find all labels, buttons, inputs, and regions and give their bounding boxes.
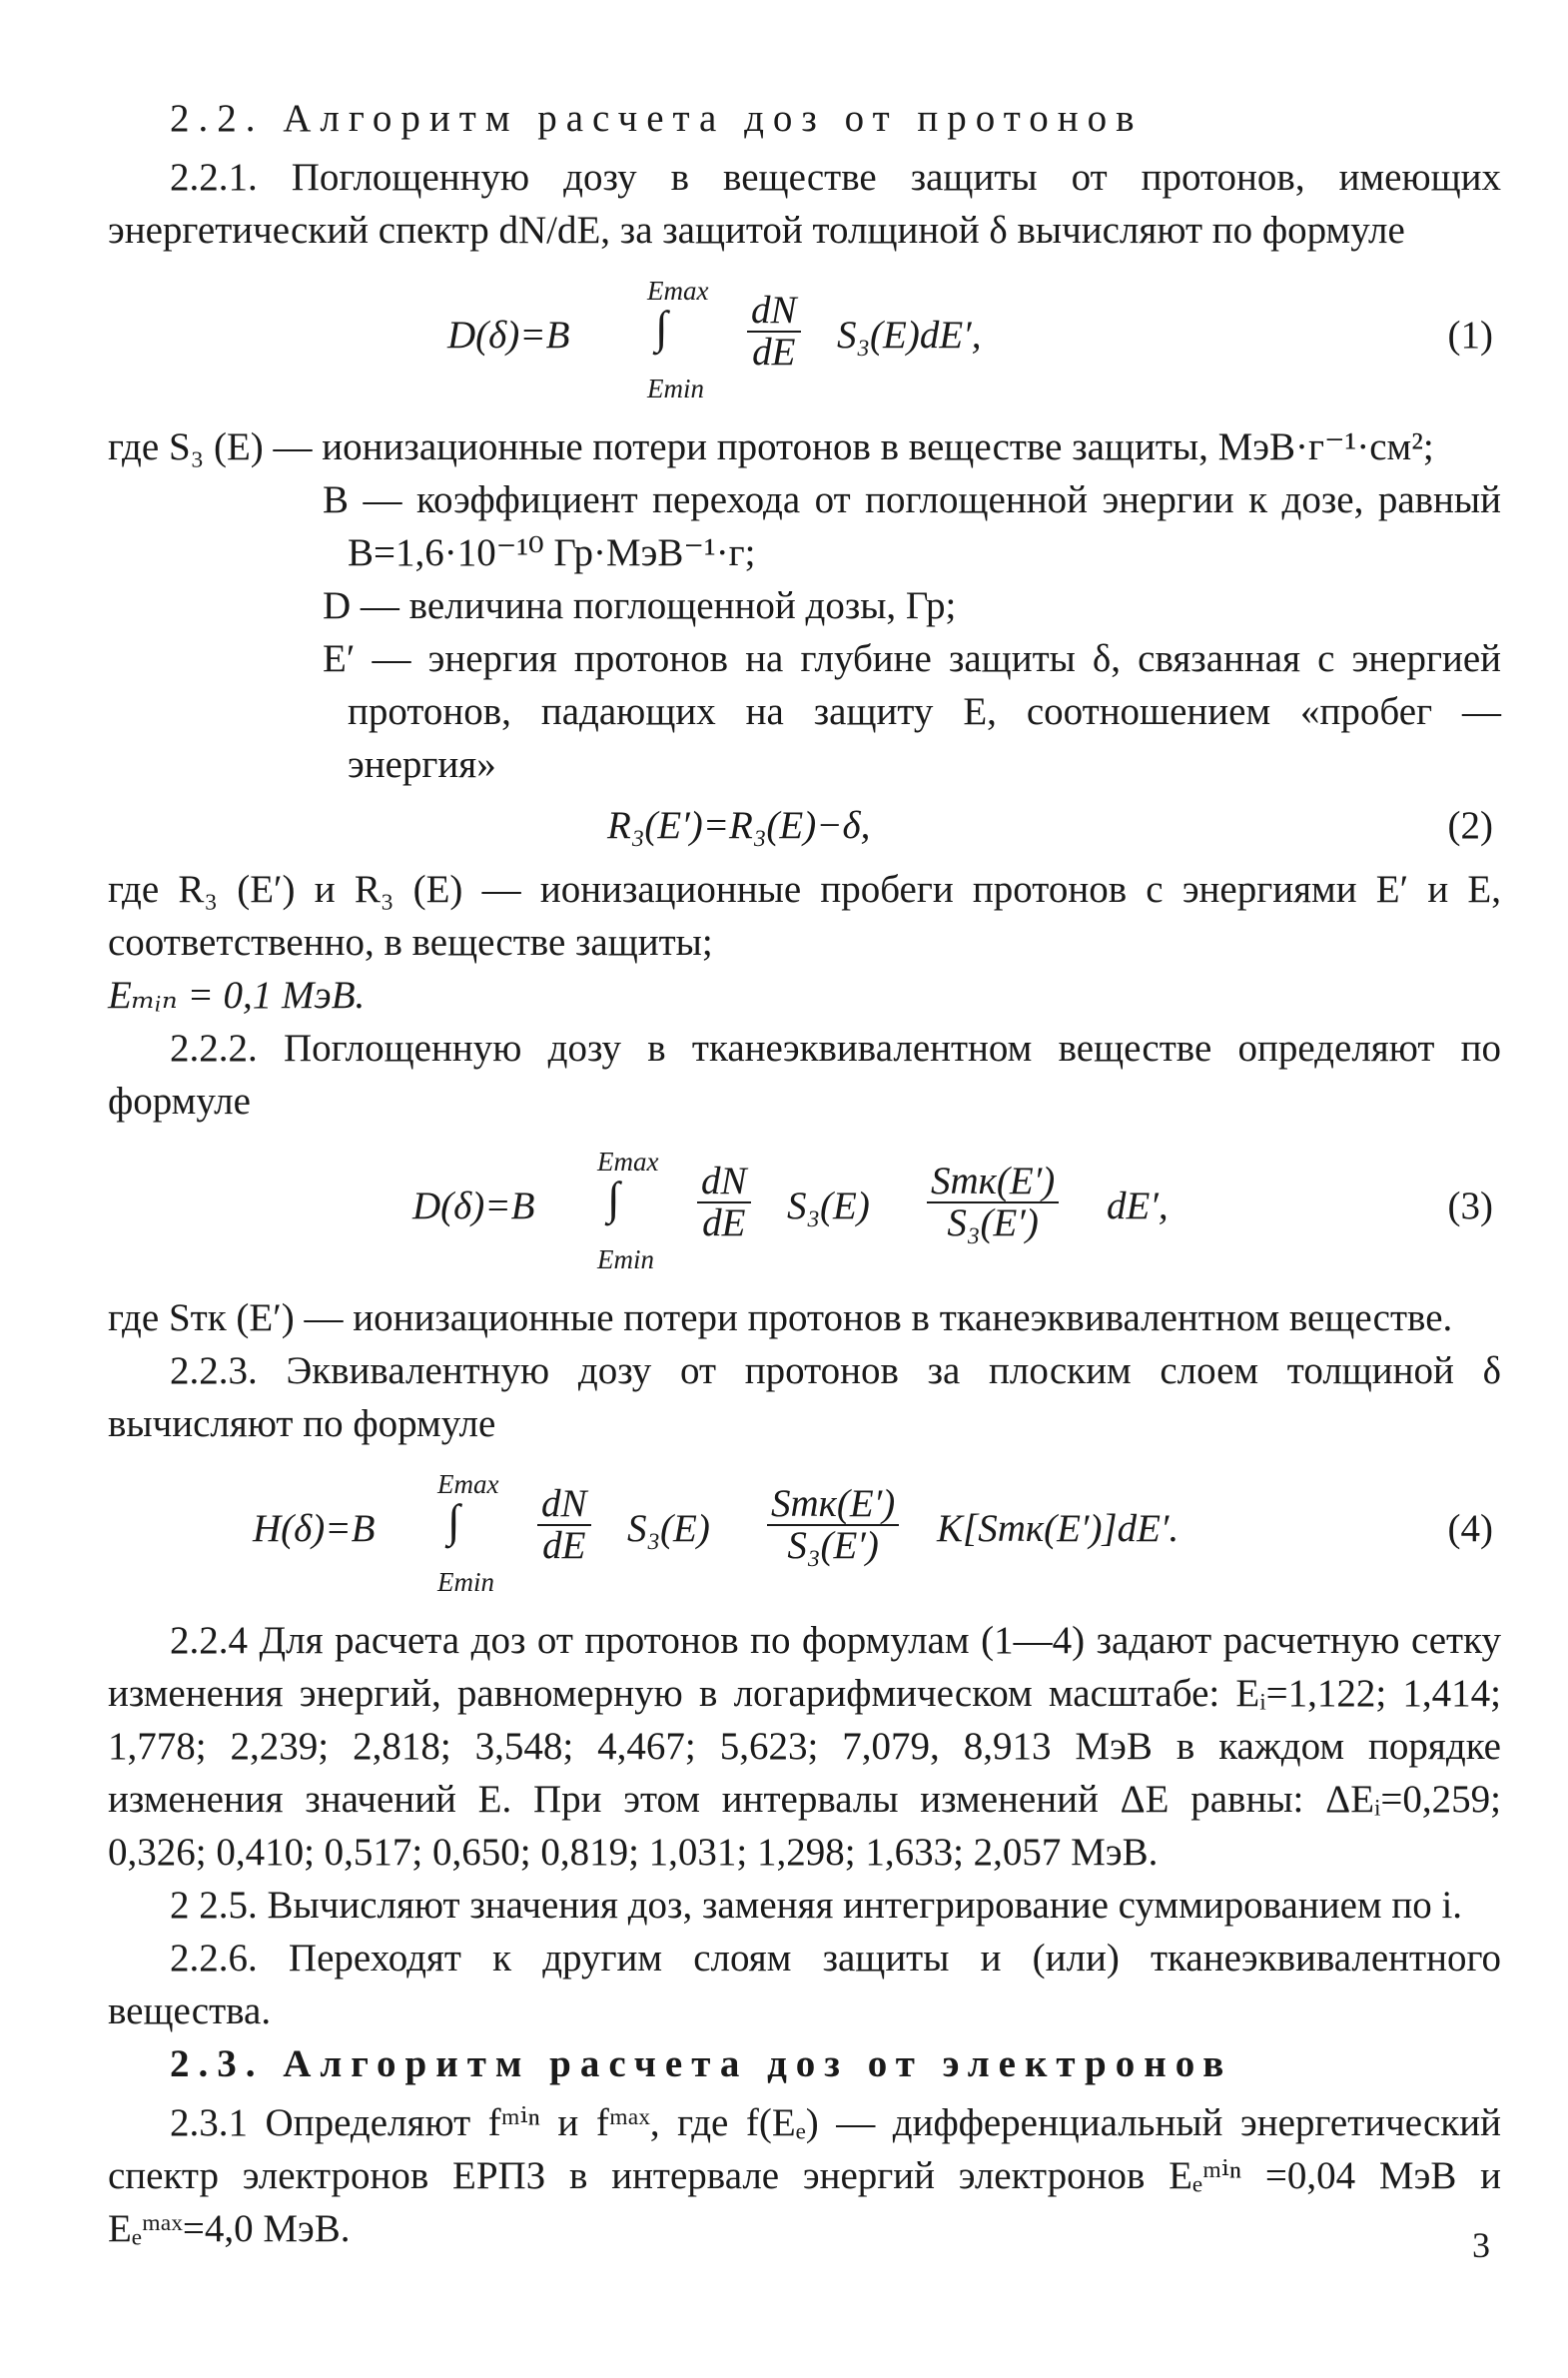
formula-3-ratio: $\frac{\text{Sтк(E′)}}{\text{S₃(E′)}}$ <box>927 1162 1059 1243</box>
formula-3-lower-limit: Emin <box>597 1244 654 1274</box>
formula-2-number: (2) <box>1447 804 1493 847</box>
formula-1-fraction: $\frac{dN}{dE}$ <box>747 291 801 373</box>
formula-2-expression: R₃(E′)=R₃(E)−δ, <box>607 804 871 847</box>
integral-sign: ∫ <box>447 1495 460 1546</box>
integral-sign: ∫ <box>655 302 668 353</box>
formula-4-lhs: H(δ)=B <box>253 1507 376 1550</box>
section-heading-2-2: 2.2. Алгоритм расчета доз от протонов <box>170 97 1144 140</box>
formula-4-ratio: $\frac{\text{Sтк(E′)}}{\text{S₃(E′)}}$ <box>767 1484 899 1566</box>
page-number: 3 <box>1472 2225 1490 2265</box>
paragraph-2-2-2: 2.2.2. Поглощенную дозу в тканеэквивалентном веществе определяют по формуле <box>108 1027 1501 1123</box>
formula-4-upper-limit: Emax <box>437 1469 499 1499</box>
formula-1-upper-limit: Emax <box>647 276 709 306</box>
formula-1 <box>108 261 1501 410</box>
formula-4-fraction-dn-de: $\frac{dN}{dE}$ <box>537 1484 591 1566</box>
definition-stk: где Sтк (E′) — ионизационные потери протонов в тканеэквивалентном веществе. <box>108 1296 1453 1339</box>
formula-1-lhs: D(δ)=B <box>447 314 570 357</box>
formula-1-lower-limit: Emin <box>647 374 704 403</box>
paragraph-2-2-4: 2.2.4 Для расчета доз от протонов по формулам (1—4) задают расчетную сетку изменения энергий, равномерную в логарифмическом масштабе: Eᵢ=1,122; 1,414; 1,778; 2,239; 2,818; 3,548; 4,467; 5,623; 7,079, 8,913 МэВ в каждом порядке изменения значений E. При этом интервалы изменений ΔE равны: ΔEᵢ=0,259; 0,326; 0,410; 0,517; 0,650; 0,819; 1,031; 1,298; 1,633; 2,057 МэВ. <box>108 1619 1501 1874</box>
formula-2 <box>108 795 1501 859</box>
formula-4-lower-limit: Emin <box>437 1567 494 1597</box>
formula-4-rest: K[Sтк(E′)]dE′. <box>937 1507 1179 1550</box>
section-heading-2-3: 2.3. Алгоритм расчета доз от электронов <box>170 2042 1233 2085</box>
definition-r3: где R₃ (E′) и R₃ (E) — ионизационные пробеги протонов с энергиями E′ и E, соответственно, в веществе защиты; <box>108 868 1501 964</box>
definition-e-prime: E′ — энергия протонов на глубине защиты δ, связанная с энергией протонов, падающих на защиту E, соотношением «пробег — энергия» <box>323 637 1502 786</box>
definitions-formula-1 <box>108 420 1501 791</box>
formula-1-rest: S₃(E)dE′, <box>837 314 982 357</box>
paragraph-2-2-3: 2.2.3. Эквивалентную дозу от протонов за плоским слоем толщиной δ вычисляют по формуле <box>108 1349 1501 1445</box>
formula-4 <box>108 1454 1501 1604</box>
formula-4-s3: S₃(E) <box>627 1507 710 1550</box>
definition-b: B — коэффициент перехода от поглощенной энергии к дозе, равный B=1,6·10⁻¹⁰ Гр·МэВ⁻¹·г; <box>323 478 1502 574</box>
definition-s3: где S₃ (E) — ионизационные потери протонов в веществе защиты, МэВ·г⁻¹·см²; <box>108 425 1434 468</box>
formula-4-number: (4) <box>1447 1507 1493 1550</box>
integral-sign: ∫ <box>607 1173 620 1223</box>
document-page <box>108 92 1501 2319</box>
formula-3-s3: S₃(E) <box>787 1185 870 1227</box>
formula-3-fraction-dn-de: $\frac{dN}{dE}$ <box>697 1162 751 1243</box>
definition-d: D — величина поглощенной дозы, Гр; <box>323 584 957 627</box>
paragraph-2-3-1: 2.3.1 Определяют fᵐⁱⁿ и fᵐᵃˣ, где f(Eₑ) — дифференциальный энергетический спектр электронов ЕРПЗ в интервале энергий электронов Eₑᵐⁱⁿ =0,04 МэВ и Eₑᵐᵃˣ=4,0 МэВ. <box>108 2101 1501 2250</box>
paragraph-2-2-6: 2.2.6. Переходят к другим слоям защиты и (или) тканеэквивалентного вещества. <box>108 1937 1501 2032</box>
emin-value: Eₘᵢₙ = 0,1 МэВ. <box>108 974 366 1017</box>
formula-3-lhs: D(δ)=B <box>412 1185 535 1227</box>
paragraph-2-2-1: 2.2.1. Поглощенную дозу в веществе защиты от протонов, имеющих энергетический спектр dN/dE, за защитой толщиной δ вычисляют по формуле <box>108 156 1501 252</box>
formula-1-number: (1) <box>1447 314 1493 357</box>
formula-3 <box>108 1132 1501 1281</box>
paragraph-2-2-5: 2 2.5. Вычисляют значения доз, заменяя интегрирование суммированием по i. <box>170 1884 1463 1927</box>
formula-3-upper-limit: Emax <box>597 1147 659 1177</box>
formula-3-number: (3) <box>1447 1185 1493 1227</box>
formula-3-rest: dE′, <box>1107 1185 1169 1227</box>
